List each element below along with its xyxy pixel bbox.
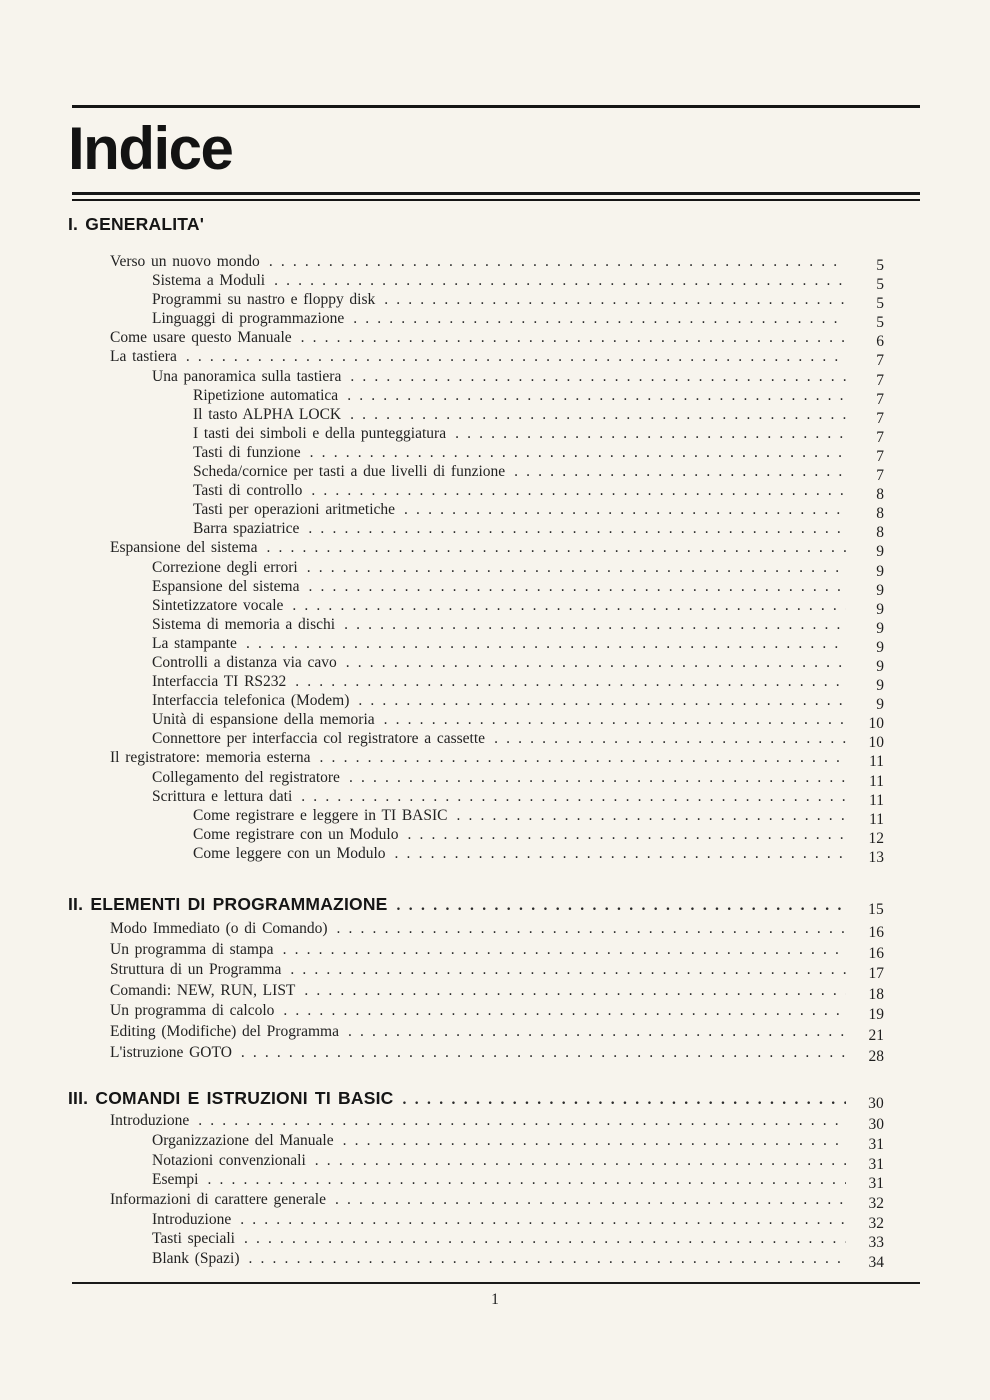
dot-leader	[344, 616, 846, 634]
dot-leader	[267, 539, 847, 557]
toc-entry-page: 10	[868, 715, 884, 733]
page-number: 1	[491, 1291, 499, 1308]
section-heading-row	[68, 213, 884, 235]
toc-entry-label: Barra spaziatrice	[193, 520, 300, 538]
toc-entry	[68, 1112, 884, 1132]
title-divider-rule	[72, 192, 920, 201]
toc-entry-page: 31	[868, 1175, 884, 1193]
toc-entry-page: 5	[876, 295, 884, 313]
toc-entry-page: 32	[868, 1214, 884, 1232]
toc-section	[68, 213, 884, 864]
toc-entry-label: Sistema a Moduli	[152, 272, 266, 290]
toc-entry-label: Espansione del sistema	[110, 539, 258, 557]
toc-entry-page: 12	[868, 829, 884, 847]
toc-entry	[68, 272, 884, 294]
toc-entry-page: 8	[876, 505, 884, 523]
toc-section	[68, 893, 884, 1064]
dot-leader	[295, 673, 846, 691]
toc-entry-page: 19	[868, 1006, 884, 1024]
toc-entry-label: Tasti di funzione	[193, 443, 301, 461]
toc-entry-page: 7	[876, 467, 884, 485]
toc-entry-label: Scheda/cornice per tasti a due livelli di funzione	[193, 463, 506, 481]
toc-entry-label: Sistema di memoria a dischi	[152, 615, 336, 633]
toc-entry-page: 7	[876, 371, 884, 389]
toc-entry	[68, 807, 884, 826]
toc-entry-label: Come registrare e leggere in TI BASIC	[193, 806, 448, 824]
toc-entry-label: Come registrare con un Modulo	[193, 825, 399, 843]
dot-leader	[514, 463, 846, 481]
toc-entry-label: Controlli a distanza via cavo	[152, 653, 337, 671]
toc-entry	[68, 1171, 884, 1191]
toc-entry	[68, 635, 884, 654]
toc-entry-page: 7	[876, 447, 884, 465]
toc-entry	[68, 1002, 884, 1023]
dot-leader	[457, 807, 847, 825]
toc-entry-page: 7	[876, 409, 884, 427]
dot-leader	[347, 387, 846, 405]
dot-leader	[307, 559, 846, 577]
dot-leader	[311, 482, 846, 500]
toc-entry	[68, 788, 884, 807]
dot-leader	[241, 1044, 846, 1062]
toc-entry	[68, 406, 884, 425]
toc-entry	[68, 425, 884, 444]
toc-section	[68, 1087, 884, 1270]
toc-entry	[68, 1044, 884, 1065]
dot-leader	[343, 1132, 846, 1150]
dot-leader	[269, 253, 846, 271]
toc-entry	[68, 826, 884, 845]
toc-entry-label: Esempi	[152, 1171, 199, 1189]
toc-entry	[68, 444, 884, 463]
toc-entry	[68, 597, 884, 616]
toc-entry-label: L'istruzione GOTO	[110, 1043, 232, 1061]
dot-leader	[198, 1112, 846, 1130]
toc-entry-label: Unità di espansione della memoria	[152, 711, 375, 729]
toc-entry-page: 6	[876, 333, 884, 351]
dot-leader	[494, 730, 846, 748]
toc-entry-page: 9	[876, 657, 884, 675]
dot-leader	[350, 368, 846, 386]
section-page-number: 30	[868, 1095, 884, 1113]
section-page-number: 15	[868, 901, 884, 918]
toc-entry	[68, 711, 884, 733]
toc-entry-label: Collegamento del registratore	[152, 768, 340, 786]
toc-entry	[68, 578, 884, 597]
toc-entry	[68, 961, 884, 982]
toc-entry	[68, 310, 884, 332]
dot-leader	[348, 1023, 846, 1041]
toc-entry-label: Interfaccia TI RS232	[152, 673, 287, 691]
toc-entry-label: Editing (Modifiche) del Programma	[110, 1022, 339, 1040]
toc-entry	[68, 749, 884, 771]
toc-entry-label: Introduzione	[110, 1112, 190, 1130]
dot-leader	[310, 444, 846, 462]
toc-entry-label: Linguaggi di programmazione	[152, 310, 345, 328]
toc-entry-label: Connettore per interfaccia col registratore a cassette	[152, 730, 486, 748]
toc-entry-label: Scrittura e lettura dati	[152, 787, 293, 805]
toc-entry	[68, 387, 884, 406]
section-heading: III. COMANDI E ISTRUZIONI TI BASIC	[68, 1088, 394, 1109]
toc-entry-page: 11	[869, 772, 884, 790]
toc-entry-label: Come usare questo Manuale	[110, 329, 292, 347]
toc-entry-page: 9	[876, 677, 884, 695]
dot-leader	[186, 348, 846, 366]
toc-entry-page: 34	[868, 1253, 884, 1271]
table-of-contents	[68, 213, 884, 1270]
toc-entry	[68, 845, 884, 864]
toc-entry-page: 8	[876, 486, 884, 504]
toc-entry	[68, 520, 884, 542]
dot-leader	[292, 597, 846, 615]
toc-entry	[68, 1250, 884, 1270]
section-heading: II. ELEMENTI DI PROGRAMMAZIONE	[68, 894, 388, 914]
toc-entry-page: 11	[869, 753, 884, 771]
toc-entry-label: Organizzazione del Manuale	[152, 1131, 334, 1149]
toc-entry	[68, 1023, 884, 1044]
toc-entry-label: Correzione degli errori	[152, 558, 298, 576]
dot-leader	[315, 1152, 846, 1170]
toc-entry-page: 30	[868, 1116, 884, 1134]
dot-leader	[455, 425, 846, 443]
toc-entry-page: 7	[876, 428, 884, 446]
dot-leader	[353, 310, 846, 328]
toc-entry	[68, 501, 884, 523]
dot-leader	[395, 845, 846, 863]
section-heading: I. GENERALITA'	[68, 214, 205, 234]
toc-entry-label: Una panoramica sulla tastiera	[152, 367, 342, 385]
dot-leader	[308, 520, 846, 538]
toc-entry	[68, 616, 884, 635]
toc-entry	[68, 368, 884, 387]
dot-leader	[403, 1087, 847, 1111]
toc-entry-label: Informazioni di carattere generale	[110, 1190, 326, 1208]
dot-leader	[349, 769, 846, 787]
toc-entry-label: Struttura di un Programma	[110, 961, 282, 979]
toc-entry	[68, 941, 884, 962]
toc-entry-page: 5	[876, 314, 884, 332]
toc-entry-page: 16	[868, 924, 884, 941]
toc-entry-label: La stampante	[152, 634, 237, 652]
toc-entry-label: Introduzione	[152, 1210, 232, 1228]
toc-entry-page: 11	[869, 791, 884, 809]
toc-entry-label: Notazioni convenzionali	[152, 1151, 306, 1169]
section-heading-row	[68, 893, 884, 918]
toc-entry-page: 31	[868, 1155, 884, 1173]
toc-entry-page: 9	[876, 581, 884, 599]
dot-leader	[346, 654, 846, 672]
section-heading-row	[68, 1087, 884, 1113]
dot-leader	[240, 1211, 846, 1229]
dot-leader	[290, 961, 846, 979]
dot-leader	[309, 578, 847, 596]
toc-entry-page: 13	[868, 848, 884, 866]
dot-leader	[404, 501, 846, 519]
dot-leader	[301, 329, 846, 347]
top-rule	[72, 105, 920, 108]
toc-entry-page: 5	[876, 276, 884, 294]
toc-entry	[68, 1132, 884, 1152]
bottom-rule	[72, 1282, 920, 1284]
toc-entry-page: 28	[868, 1047, 884, 1065]
toc-entry-label: Interfaccia telefonica (Modem)	[152, 692, 350, 710]
toc-entry	[68, 673, 884, 695]
toc-entry-label: Programmi su nastro e floppy disk	[152, 291, 376, 309]
toc-entry	[68, 1191, 884, 1211]
toc-entry-label: I tasti dei simboli e della punteggiatura	[193, 424, 447, 442]
toc-entry-page: 33	[868, 1234, 884, 1252]
toc-entry	[68, 348, 884, 370]
toc-entry-page: 18	[868, 985, 884, 1003]
toc-entry-label: Espansione del sistema	[152, 577, 300, 595]
toc-entry-page: 9	[876, 543, 884, 561]
toc-entry-page: 7	[876, 390, 884, 408]
toc-entry	[68, 1230, 884, 1250]
dot-leader	[407, 826, 846, 844]
page-title: Indice	[68, 115, 233, 182]
toc-entry-page: 32	[868, 1194, 884, 1212]
toc-entry-page: 9	[876, 562, 884, 580]
dot-leader	[350, 406, 846, 424]
toc-entry-label: Sintetizzatore vocale	[152, 596, 284, 614]
dot-leader	[283, 941, 846, 959]
toc-entry	[68, 482, 884, 504]
toc-entry-label: Il tasto ALPHA LOCK	[193, 405, 342, 423]
dot-leader	[249, 1250, 846, 1268]
toc-entry-page: 11	[869, 810, 884, 828]
toc-entry-page: 17	[868, 965, 884, 983]
dot-leader	[358, 692, 846, 710]
toc-entry-page: 16	[868, 944, 884, 962]
toc-entry-page: 10	[868, 734, 884, 752]
toc-entry-label: La tastiera	[110, 348, 177, 366]
toc-entry	[68, 329, 884, 351]
toc-entry-page: 7	[876, 352, 884, 370]
toc-entry-label: Blank (Spazi)	[152, 1249, 240, 1267]
toc-entry	[68, 253, 884, 272]
toc-entry	[68, 291, 884, 313]
toc-entry	[68, 1211, 884, 1231]
dot-leader	[246, 635, 846, 653]
dot-leader	[283, 1002, 846, 1020]
toc-entry-label: Un programma di stampa	[110, 940, 274, 958]
dot-leader	[304, 982, 846, 1000]
dot-leader	[397, 893, 846, 917]
dot-leader	[335, 1191, 846, 1209]
toc-entry-label: Tasti di controllo	[193, 482, 303, 500]
dot-leader	[244, 1230, 846, 1248]
toc-entry-label: Un programma di calcolo	[110, 1002, 275, 1020]
toc-entry	[68, 692, 884, 714]
dot-leader	[337, 920, 846, 938]
dot-leader	[274, 272, 846, 290]
toc-entry-page: 21	[868, 1026, 884, 1044]
dot-leader	[384, 291, 846, 309]
toc-entry-label: Comandi: NEW, RUN, LIST	[110, 981, 296, 999]
toc-entry	[68, 982, 884, 1003]
toc-entry	[68, 463, 884, 485]
toc-entry	[68, 920, 884, 941]
toc-entry-page: 5	[876, 257, 884, 274]
toc-entry-label: Tasti per operazioni aritmetiche	[193, 501, 396, 519]
toc-entry	[68, 559, 884, 578]
dot-leader	[320, 749, 846, 767]
toc-entry-label: Ripetizione automatica	[193, 386, 339, 404]
toc-entry-page: 9	[876, 619, 884, 637]
toc-entry-page: 9	[876, 600, 884, 618]
toc-entry-label: Come leggere con un Modulo	[193, 844, 386, 862]
toc-entry	[68, 654, 884, 673]
toc-entry-label: Verso un nuovo mondo	[110, 253, 260, 270]
toc-entry	[68, 769, 884, 788]
toc-entry-page: 9	[876, 696, 884, 714]
dot-leader	[208, 1171, 847, 1189]
dot-leader	[301, 788, 846, 806]
toc-entry-page: 9	[876, 638, 884, 656]
toc-entry-label: Tasti speciali	[152, 1230, 235, 1248]
toc-entry-page: 8	[876, 524, 884, 542]
toc-entry	[68, 1152, 884, 1172]
toc-entry	[68, 539, 884, 561]
toc-entry-label: Il registratore: memoria esterna	[110, 749, 311, 767]
toc-entry-label: Modo Immediato (o di Comando)	[110, 920, 328, 937]
toc-entry	[68, 730, 884, 752]
dot-leader	[384, 711, 846, 729]
toc-entry-page: 31	[868, 1135, 884, 1153]
